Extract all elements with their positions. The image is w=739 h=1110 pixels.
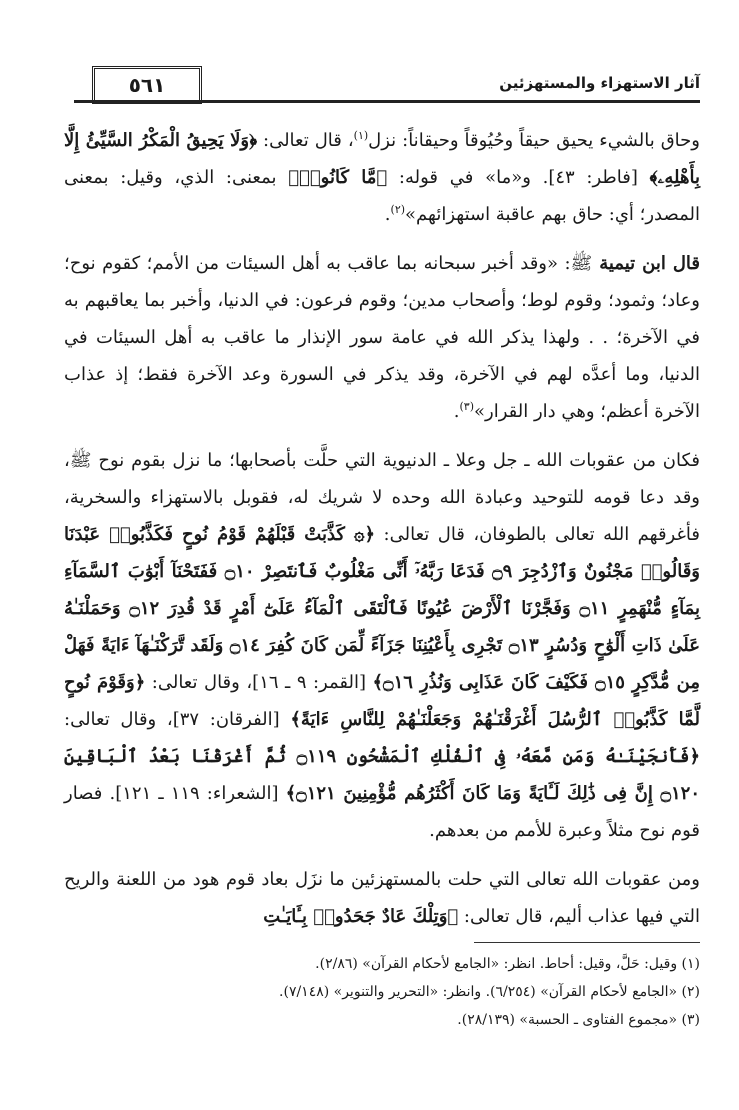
main-text — [64, 122, 700, 935]
page-number: ٥٦١ — [92, 66, 202, 104]
text: . — [453, 401, 460, 422]
author-name: قال ابن تيمية — [592, 253, 701, 274]
footnote-ref-3: (٣) — [459, 400, 475, 413]
text: وحاق بالشيء يحيق حيقاً وحُيُوقاً وحيقاناً: نزل — [368, 130, 700, 151]
quran-verse: ﴿فَأَنجَيْنَـٰهُ وَمَن مَّعَهُۥ فِى ٱلْفُلْكِ ٱلْمَشْحُونِ ۝١١٩ ثُمَّ أَغْرَقْنَا بَعْدُ ٱلْبَاقِينَ ۝١٢٠ إِنَّ فِى ذَٰلِكَ لَـَٔايَةً وَمَا كَانَ أَكْثَرُهُم مُّؤْمِنِينَ ۝١٢١﴾ — [64, 746, 701, 804]
text: ومن عقوبات الله تعالى التي حلت بالمستهزئين ما نزَل بعاد قوم هود من اللعنة والريح التي فيها عذاب أليم، قال تعالى: — [64, 869, 700, 927]
text: فكان من عقوبات الله ـ جل وعلا ـ الدنيوية التي حلَّت بأصحابها؛ ما نزل بقوم نوح ﷺ، وقد دعا قومه للتوحيد وعبادة الله وحده لا شريك له، فقوبل بالاستهزاء والسخرية، فأغرقهم الله تعالى بالطوفان، قال تعالى: — [64, 450, 700, 545]
quran-verse: ﴿مَّا كَانُوا۟﴾ — [288, 167, 388, 188]
text: ، قال تعالى: — [257, 130, 354, 151]
text: [الشعراء: ١١٩ ـ ١٢١]. فصار قوم نوح مثلاً وعبرة للأمم من بعدهم. — [64, 783, 700, 841]
footnote-2: (٢) «الجامع لأحكام القرآن» (٦/٢٥٤). وانظر: «التحرير والتنوير» (٧/١٤٨). — [279, 984, 700, 1000]
text: [الفرقان: ٣٧]، وقال تعالى: — [64, 709, 291, 730]
footnote-ref-1: (١) — [353, 129, 369, 142]
paragraph-1 — [64, 122, 700, 233]
text: . — [384, 204, 391, 225]
quran-verse: ﴿وَقَوْمَ نُوحٍ لَّمَّا كَذَّبُوا۟ ٱلرُّسُلَ أَغْرَقْنَـٰهُمْ وَجَعَلْنَـٰهُمْ لِلنَّاسِ ءَايَةً﴾ — [64, 672, 700, 730]
footnote-ref-2: (٢) — [390, 203, 406, 216]
footnote-rule — [474, 942, 700, 943]
text: [القمر: ٩ ـ ١٦]، وقال تعالى: — [145, 672, 373, 693]
text: بمعنى: الذي، وقيل: بمعنى المصدر؛ أي: حاق بهم عاقبة استهزائهم» — [64, 167, 700, 225]
footnote-3: (٣) «مجموع الفتاوى ـ الحسبة» (٢٨/١٣٩). — [457, 1012, 700, 1028]
honorific-glyph: ﷺ — [570, 253, 593, 274]
header-rule — [74, 100, 700, 103]
quran-verse: ﴿۞ كَذَّبَتْ قَبْلَهُمْ قَوْمُ نُوحٍ فَكَذَّبُوا۟ عَبْدَنَا وَقَالُوا۟ مَجْنُونٌ وَٱزْدُجِرَ ۝٩ فَدَعَا رَبَّهُۥٓ أَنِّى مَغْلُوبٌ فَٱنتَصِرْ ۝١٠ فَفَتَحْنَآ أَبْوَٰبَ ٱلسَّمَآءِ بِمَآءٍ مُّنْهَمِرٍ ۝١١ وَفَجَّرْنَا ٱلْأَرْضَ عُيُونًا فَٱلْتَقَى ٱلْمَآءُ عَلَىٰٓ أَمْرٍ قَدْ قُدِرَ ۝١٢ وَحَمَلْنَـٰهُ عَلَىٰ ذَاتِ أَلْوَٰحٍ وَدُسُرٍ ۝١٣ تَجْرِى بِأَعْيُنِنَا جَزَآءً لِّمَن كَانَ كُفِرَ ۝١٤ وَلَقَد تَّرَكْنَـٰهَآ ءَايَةً فَهَلْ مِن مُّدَّكِرٍ ۝١٥ فَكَيْفَ كَانَ عَذَابِى وَنُذُرِ ۝١٦﴾ — [64, 524, 701, 693]
paragraph-3 — [64, 442, 700, 849]
paragraph-2 — [64, 245, 700, 430]
page-header — [74, 66, 700, 108]
text: : «وقد أخبر سبحانه بما عاقب به أهل السيئات من الأمم؛ كقوم نوح؛ وعاد؛ وثمود؛ وقوم لوط؛ وأصحاب مدين؛ وقوم فرعون: في الدنيا، وأخبر بما يعاقبهم به في الآخرة؛ . . ولهذا يذكر الله في عامة سور الإنذار ما عاقب به أهل السيئات في الدنيا، وما أعدَّه لهم في الآخرة، وقد يذكر في السورة وعد الآخرة فقط؛ إذ عذاب الآخرة أعظم؛ وهي دار القرار» — [64, 253, 700, 422]
text: [فاطر: ٤٣]. و«ما» في قوله: — [387, 167, 650, 188]
quran-verse: ﴿وَلَا يَحِيقُ الْمَكْرُ السَّيِّئُ إِلَّا بِأَهْلِهِۦ﴾ — [64, 130, 701, 188]
footnote-1: (١) وقيل: حَلَّ، وقيل: أحاط. انظر: «الجامع لأحكام القرآن» (٢/٨٦). — [315, 956, 700, 972]
footnotes — [64, 950, 700, 1034]
quran-verse: ﴿وَتِلْكَ عَادٌ جَحَدُوا۟ بِـَٔايَـٰتِ — [263, 906, 459, 927]
running-title: آثار الاستهزاء والمستهزئين — [499, 74, 700, 92]
paragraph-4 — [64, 861, 700, 935]
